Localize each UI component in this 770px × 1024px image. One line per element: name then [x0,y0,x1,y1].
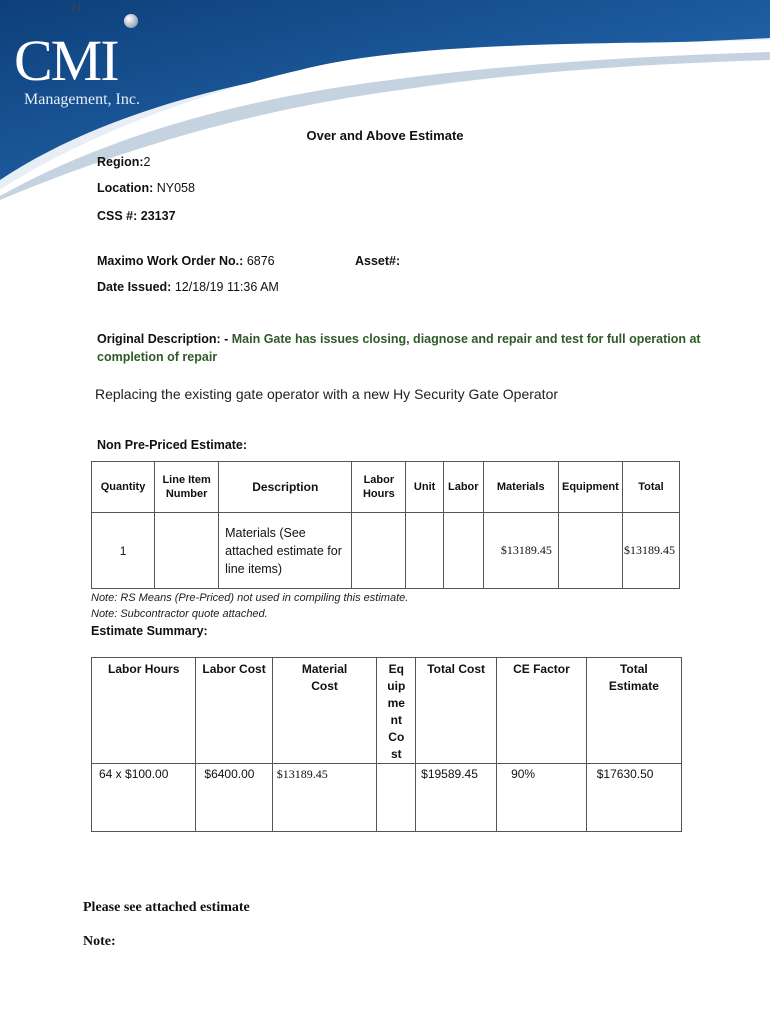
col-description: Description [219,462,352,513]
logo-dot-icon [124,14,138,28]
summary-table [91,657,682,832]
original-description-label: Original Description: - [97,332,229,346]
cell-quantity: 1 [92,513,155,589]
note-subcontractor: Note: Subcontractor quote attached. [91,608,268,620]
col-quantity: Quantity [92,462,155,513]
non-priced-table [91,461,680,589]
col-material-cost: Material Cost [272,658,377,764]
cell-line-item [155,513,219,589]
region-line [97,154,150,170]
col-labor-cost: Labor Cost [196,658,272,764]
note-rs-means: Note: RS Means (Pre-Priced) not used in compiling this estimate. [91,592,409,604]
css-label: CSS #: 23137 [97,209,176,223]
col-labor-hours: Labor Hours [352,462,406,513]
cell-description: Materials (See attached estimate for line items) [219,513,352,589]
col-total: Total [622,462,679,513]
original-description-text: Main Gate has issues closing, diagnose and repair and test for full operation at completion of repair [97,332,701,364]
col-labor: Labor [443,462,483,513]
page-number: 21 [70,0,82,14]
work-order-value: 6876 [246,254,275,268]
work-order-line [97,253,275,269]
region-value: 2 [143,155,151,169]
table-header-row [92,462,680,513]
cell-labor-hours: 64 x $100.00 [92,764,196,832]
work-order-label: Maximo Work Order No.: [97,254,244,268]
date-label: Date Issued: [97,280,172,294]
asset-line [355,253,400,269]
col-equipment-cost: Equipment Cost [377,658,416,764]
table-row [92,513,680,589]
cell-labor-hours [352,513,406,589]
cell-materials: $13189.45 [483,513,558,589]
cell-total: $13189.45 [622,513,679,589]
summary-heading: Estimate Summary: [91,624,208,638]
col-unit: Unit [406,462,444,513]
original-description [97,330,717,366]
region-label: Region: [97,155,144,169]
col-total-estimate: Total Estimate [586,658,681,764]
location-label: Location: [97,181,154,195]
date-value: 12/18/19 11:36 AM [174,280,279,294]
document-title: Over and Above Estimate [306,128,464,143]
cell-material-cost: $13189.45 [272,764,377,832]
cell-equipment [558,513,622,589]
col-materials: Materials [483,462,558,513]
col-ce-factor: CE Factor [497,658,587,764]
asset-label: Asset#: [355,254,401,268]
cell-total-estimate: $17630.50 [586,764,681,832]
col-total-cost: Total Cost [416,658,497,764]
col-equipment: Equipment [558,462,622,513]
company-logo: CMI [14,28,118,93]
location-line [97,180,195,196]
col-labor-hours: Labor Hours [92,658,196,764]
table-row [92,764,682,832]
date-line [97,279,279,295]
cell-labor-cost: $6400.00 [196,764,272,832]
non-priced-heading: Non Pre-Priced Estimate: [97,438,248,452]
cell-total-cost: $19589.45 [416,764,497,832]
cell-ce-factor: 90% [497,764,587,832]
css-line [97,208,176,224]
col-line-item: Line Item Number [155,462,219,513]
company-subtitle: Management, Inc. [24,91,140,108]
cell-unit [406,513,444,589]
see-attached-text: Please see attached estimate [83,900,250,915]
note-label: Note: [83,934,116,949]
location-value: NY058 [156,181,195,195]
replacing-text: Replacing the existing gate operator with a new Hy Security Gate Operator [95,386,559,402]
cell-labor [443,513,483,589]
summary-header-row [92,658,682,764]
cell-equipment-cost [377,764,416,832]
